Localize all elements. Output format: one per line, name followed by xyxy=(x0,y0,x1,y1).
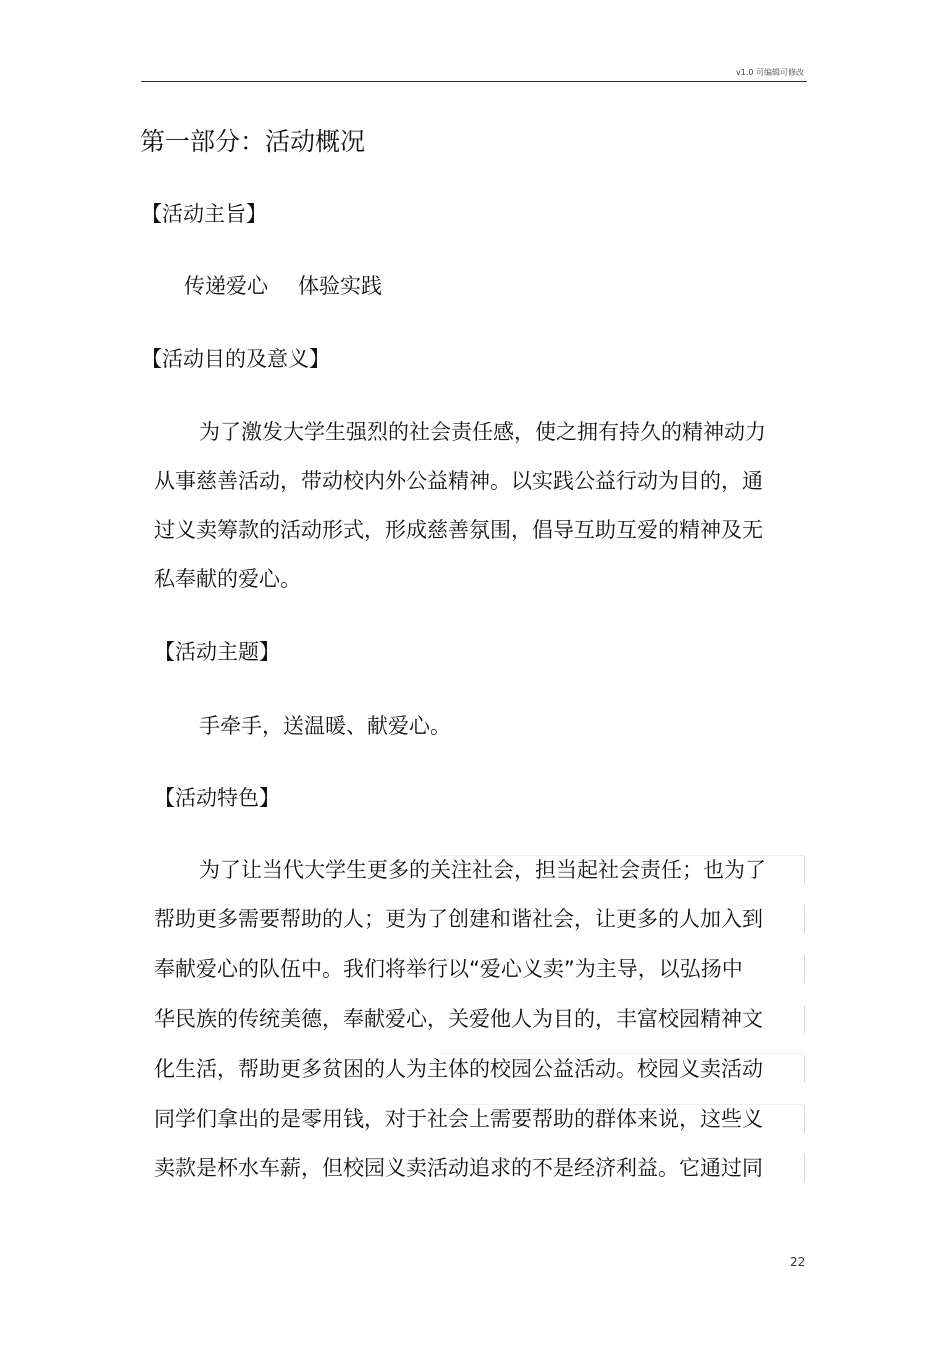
paragraph-line: 为了让当代大学生更多的关注社会，担当起社会责任；也为了 xyxy=(199,858,766,882)
section-heading-goal: 【活动目的及意义】 xyxy=(141,347,330,371)
theme-text: 手牵手，送温暖、献爱心。 xyxy=(199,714,451,738)
margin-mark xyxy=(804,1154,805,1182)
margin-mark xyxy=(804,905,805,933)
header-rule xyxy=(141,81,807,82)
margin-mark xyxy=(804,1005,805,1033)
margin-mark xyxy=(804,856,805,884)
margin-mark xyxy=(804,955,805,983)
paragraph-line: 私奉献的爱心。 xyxy=(154,567,301,591)
paragraph-line: 从事慈善活动，带动校内外公益精神。以实践公益行动为目的，通 xyxy=(154,469,763,493)
paragraph-line: 化生活，帮助更多贫困的人为主体的校园公益活动。校园义卖活动 xyxy=(154,1057,763,1081)
section-heading-theme: 【活动主题】 xyxy=(154,640,280,664)
paragraph-line: 帮助更多需要帮助的人；更为了创建和谐社会，让更多的人加入到 xyxy=(154,907,763,931)
purpose-slogan xyxy=(184,272,382,300)
slogan-part-b: 体验实践 xyxy=(298,274,382,298)
margin-mark xyxy=(804,1055,805,1083)
paragraph-line: 奉献爱心的队伍中。我们将举行以“爱心义卖”为主导，以弘扬中 xyxy=(154,957,743,981)
paragraph-line: 为了激发大学生强烈的社会责任感，使之拥有持久的精神动力 xyxy=(199,420,766,444)
faint-rule xyxy=(440,1053,804,1054)
faint-rule xyxy=(440,855,804,856)
faint-rule xyxy=(440,1104,804,1105)
section-heading-purpose: 【活动主旨】 xyxy=(141,202,267,226)
paragraph-line: 同学们拿出的是零用钱，对于社会上需要帮助的群体来说，这些义 xyxy=(154,1107,763,1131)
paragraph-line: 华民族的传统美德，奉献爱心，关爱他人为目的，丰富校园精神文 xyxy=(154,1007,763,1031)
section-heading-features: 【活动特色】 xyxy=(154,786,280,810)
margin-mark xyxy=(804,1105,805,1133)
header-version-note: v1.0 可编辑可修改 xyxy=(736,68,804,77)
paragraph-line: 卖款是杯水车薪，但校园义卖活动追求的不是经济利益。它通过同 xyxy=(154,1156,763,1180)
paragraph-line: 过义卖筹款的活动形式，形成慈善氛围，倡导互助互爱的精神及无 xyxy=(154,518,763,542)
page-title: 第一部分：活动概况 xyxy=(140,127,366,156)
slogan-part-a: 传递爱心 xyxy=(184,274,268,298)
page-number: 22 xyxy=(790,1255,806,1269)
